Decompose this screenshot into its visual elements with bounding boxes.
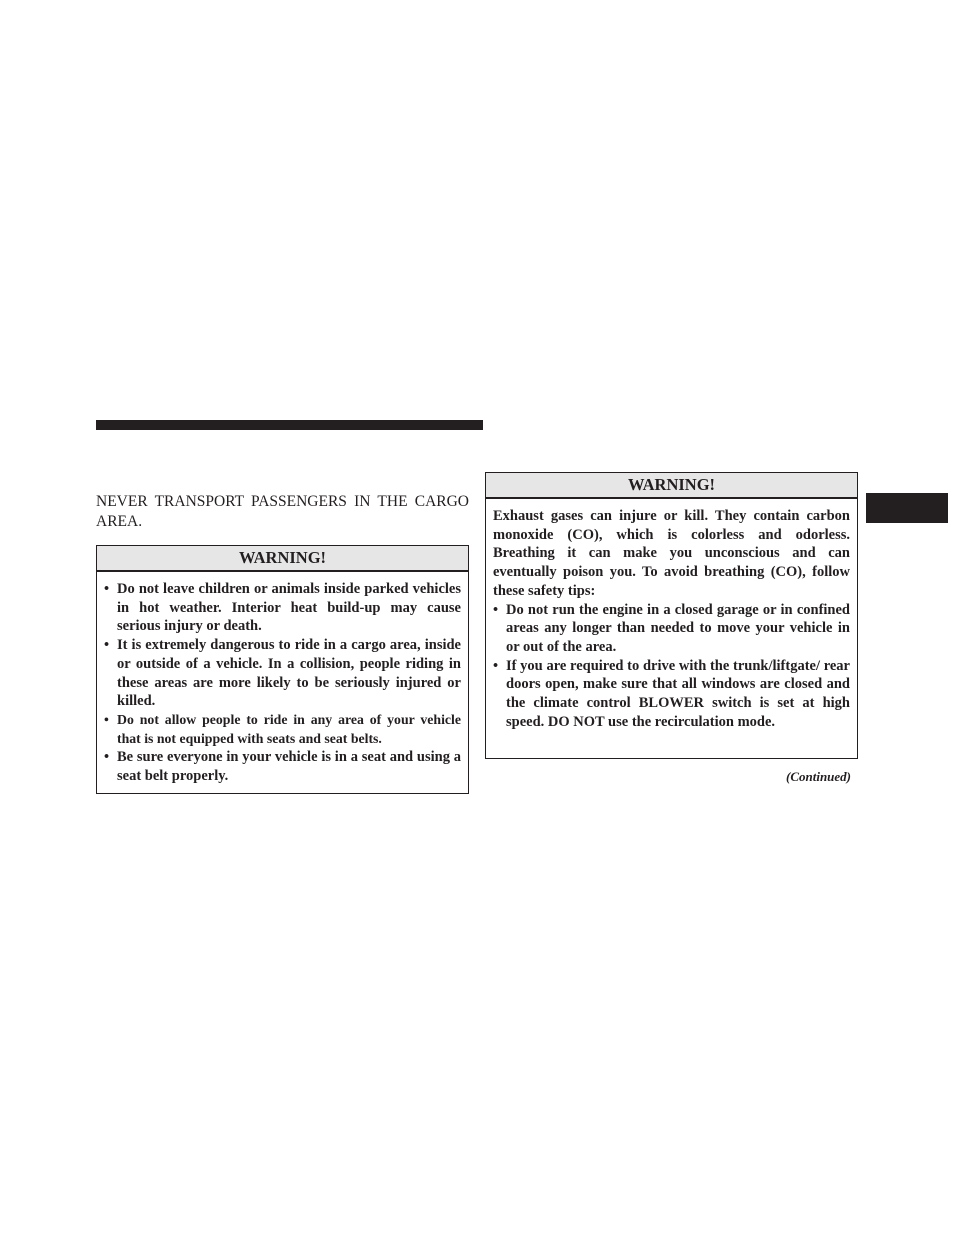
warning-heading: WARNING!	[486, 473, 857, 499]
warning-box-exhaust-gases	[485, 472, 858, 759]
warning-box-children-cargo	[96, 545, 469, 794]
list-item: • Do not allow people to ride in any area of your vehicle that is not equipped with seats and seat belts.	[104, 711, 461, 746]
list-item: • Be sure everyone in your vehicle is in a seat and using a seat belt properly.	[104, 749, 461, 785]
warning-intro: Exhaust gases can injure or kill. They contain carbon monoxide (CO), which is colorless and odorless. Breathing it can make you unconscious and can eventually poison you. To avoid breathing (CO), follow these safety tips:	[493, 508, 850, 599]
warning-list	[104, 580, 461, 786]
list-item: • Do not leave children or animals inside parked vehicles in hot weather. Interior heat build-up may cause serious injury or death.	[104, 581, 461, 635]
section-header-rule	[96, 420, 483, 430]
bullet-icon: •	[104, 637, 110, 654]
warning-body	[97, 572, 468, 786]
list-item: • It is extremely dangerous to ride in a cargo area, inside or outside of a vehicle. In a collision, people riding in these areas are more likely to be seriously injured or killed.	[104, 637, 461, 710]
warning-heading: WARNING!	[97, 546, 468, 572]
bullet-icon: •	[104, 581, 110, 597]
list-item: • Do not run the engine in a closed garage or in confined areas any longer than needed to move your vehicle in or out of the area.	[493, 601, 850, 655]
bullet-icon: •	[493, 601, 499, 618]
warning-list	[493, 601, 850, 732]
chapter-tab	[866, 493, 948, 523]
bullet-icon: •	[493, 657, 499, 674]
list-item: • If you are required to drive with the trunk/liftgate/ rear doors open, make sure that all windows are closed and the climate control BLOWER switch is set at high speed. DO NOT use the recirculation mode.	[493, 657, 850, 730]
bullet-icon: •	[104, 749, 110, 766]
warning-body	[486, 499, 857, 731]
bullet-icon: •	[104, 711, 109, 727]
continued-note: (Continued)	[785, 769, 851, 784]
cargo-area-notice: NEVER TRANSPORT PASSENGERS IN THE CARGO AREA.	[96, 493, 469, 530]
